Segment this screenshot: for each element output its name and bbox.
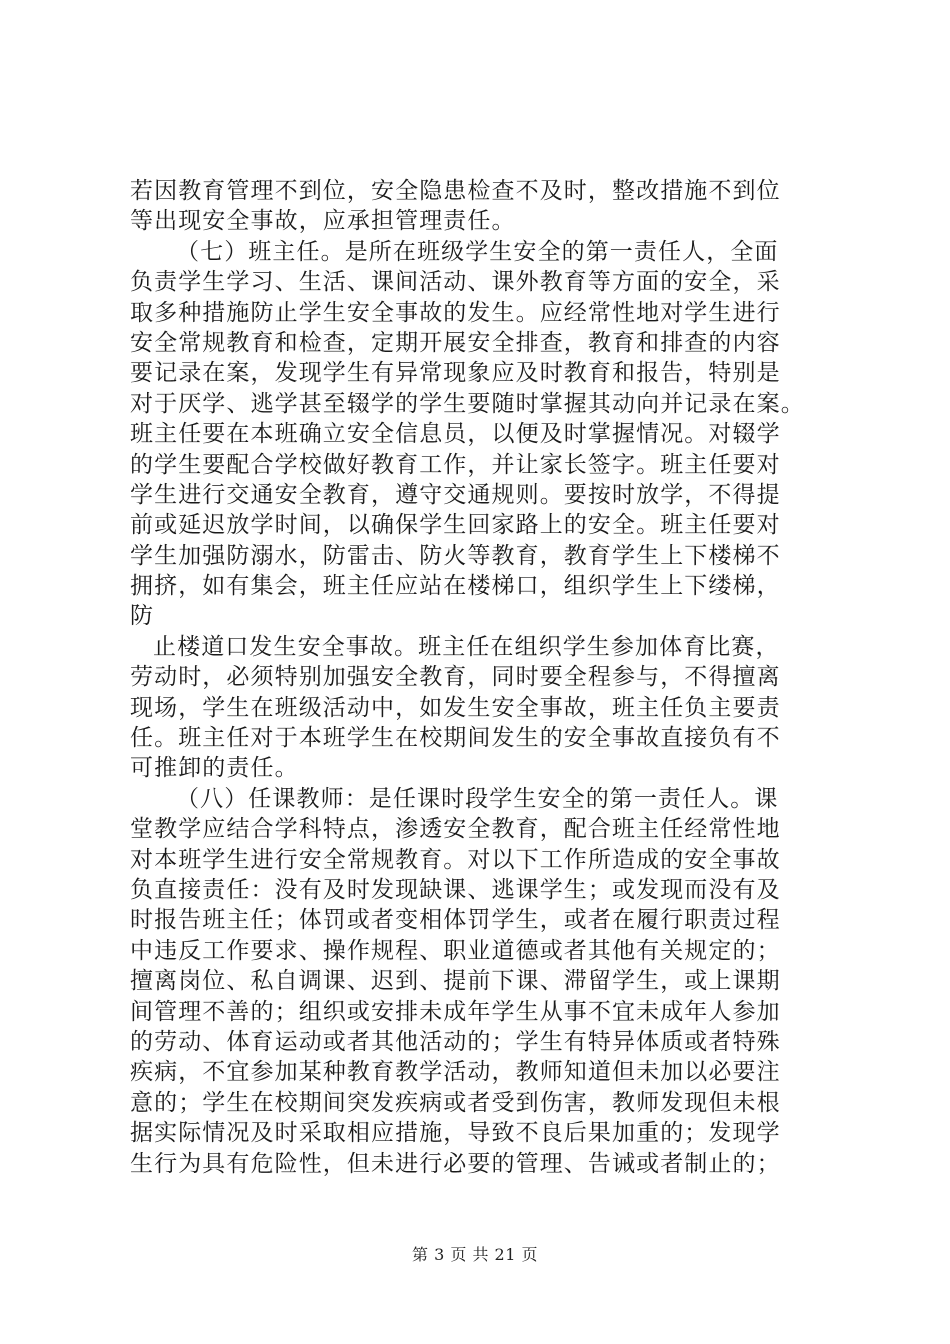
text-line: 间管理不善的；组织或安排未成年学生从事不宜未成年人参加 [130,998,781,1025]
text-line: 擅离岗位、私自调课、迟到、提前下课、滞留学生，或上课期 [130,968,781,995]
text-line: 疾病，不宜参加某种教育教学活动，教师知道但未加以必要注 [130,1059,781,1086]
document-body [130,176,830,1179]
paragraph-heading-8: （八）任课教师：是任课时段学生安全的第一责任人。课 [176,785,779,812]
page-number: 第 3 页 共 21 页 [412,1245,538,1264]
text-line: 负直接责任：没有及时发现缺课、逃课学生；或发现而没有及 [130,876,781,903]
text-line: 对本班学生进行安全常规教育。对以下工作所造成的安全事故 [130,846,781,873]
text-line: 的学生要配合学校做好教育工作，并让家长签字。班主任要对 [130,451,781,478]
text-line: 等出现安全事故，应承担管理责任。 [130,208,516,235]
text-line: 若因教育管理不到位，安全隐患检查不及时，整改措施不到位 [130,178,781,204]
text-line: 前或延迟放学时间，以确保学生回家路上的安全。班主任要对 [130,512,781,539]
text-line: 负责学生学习、生活、课间活动、课外教育等方面的安全，采 [130,269,781,296]
text-line: 可推卸的责任。 [130,755,299,782]
text-line: 学生加强防溺水，防雷击、防火等教育，教育学生上下楼梯不 [130,542,781,569]
text-line: 防 [130,603,155,630]
text-line: 现场，学生在班级活动中，如发生安全事故，班主任负主要责 [130,694,781,721]
text-line: 对于厌学、逃学甚至辍学的学生要随时掌握其动向并记录在案。 [130,390,805,417]
text-line: 意的；学生在校期间突发疾病或者受到伤害，教师发现但未根 [130,1089,781,1116]
text-line: 任。班主任对于本班学生在校期间发生的安全事故直接负有不 [130,725,781,752]
text-line: 据实际情况及时采取相应措施，导致不良后果加重的；发现学 [130,1120,781,1147]
text-line: 中违反工作要求、操作规程、职业道德或者其他有关规定的； [130,937,781,964]
text-line: 止楼道口发生安全事故。班主任在组织学生参加体育比赛， [153,633,780,660]
text-line: 的劳动、体育运动或者其他活动的；学生有特异体质或者特殊 [130,1028,781,1055]
text-line: 生行为具有危险性，但未进行必要的管理、告诫或者制止的； [130,1150,781,1177]
text-line: 时报告班主任；体罚或者变相体罚学生，或者在履行职责过程 [130,907,781,934]
text-line: 劳动时，必须特别加强安全教育，同时要全程参与，不得擅离 [130,664,781,691]
text-line: 取多种措施防止学生安全事故的发生。应经常性地对学生进行 [130,299,781,326]
text-line: 堂教学应结合学科特点，渗透安全教育，配合班主任经常性地 [130,816,781,843]
text-line: 班主任要在本班确立安全信息员，以便及时掌握情况。对辍学 [130,421,781,448]
text-line: 安全常规教育和检查，定期开展安全排查，教育和排查的内容 [130,329,781,356]
text-line: 要记录在案，发现学生有异常现象应及时教育和报告，特别是 [130,360,781,387]
paragraph-heading-7: （七）班主任。是所在班级学生安全的第一责任人，全面 [176,238,779,265]
text-line: 拥挤，如有集会，班主任应站在楼梯口，组织学生上下缕梯， [130,573,781,600]
text-line: 学生进行交通安全教育，遵守交通规则。要按时放学，不得提 [130,481,781,508]
